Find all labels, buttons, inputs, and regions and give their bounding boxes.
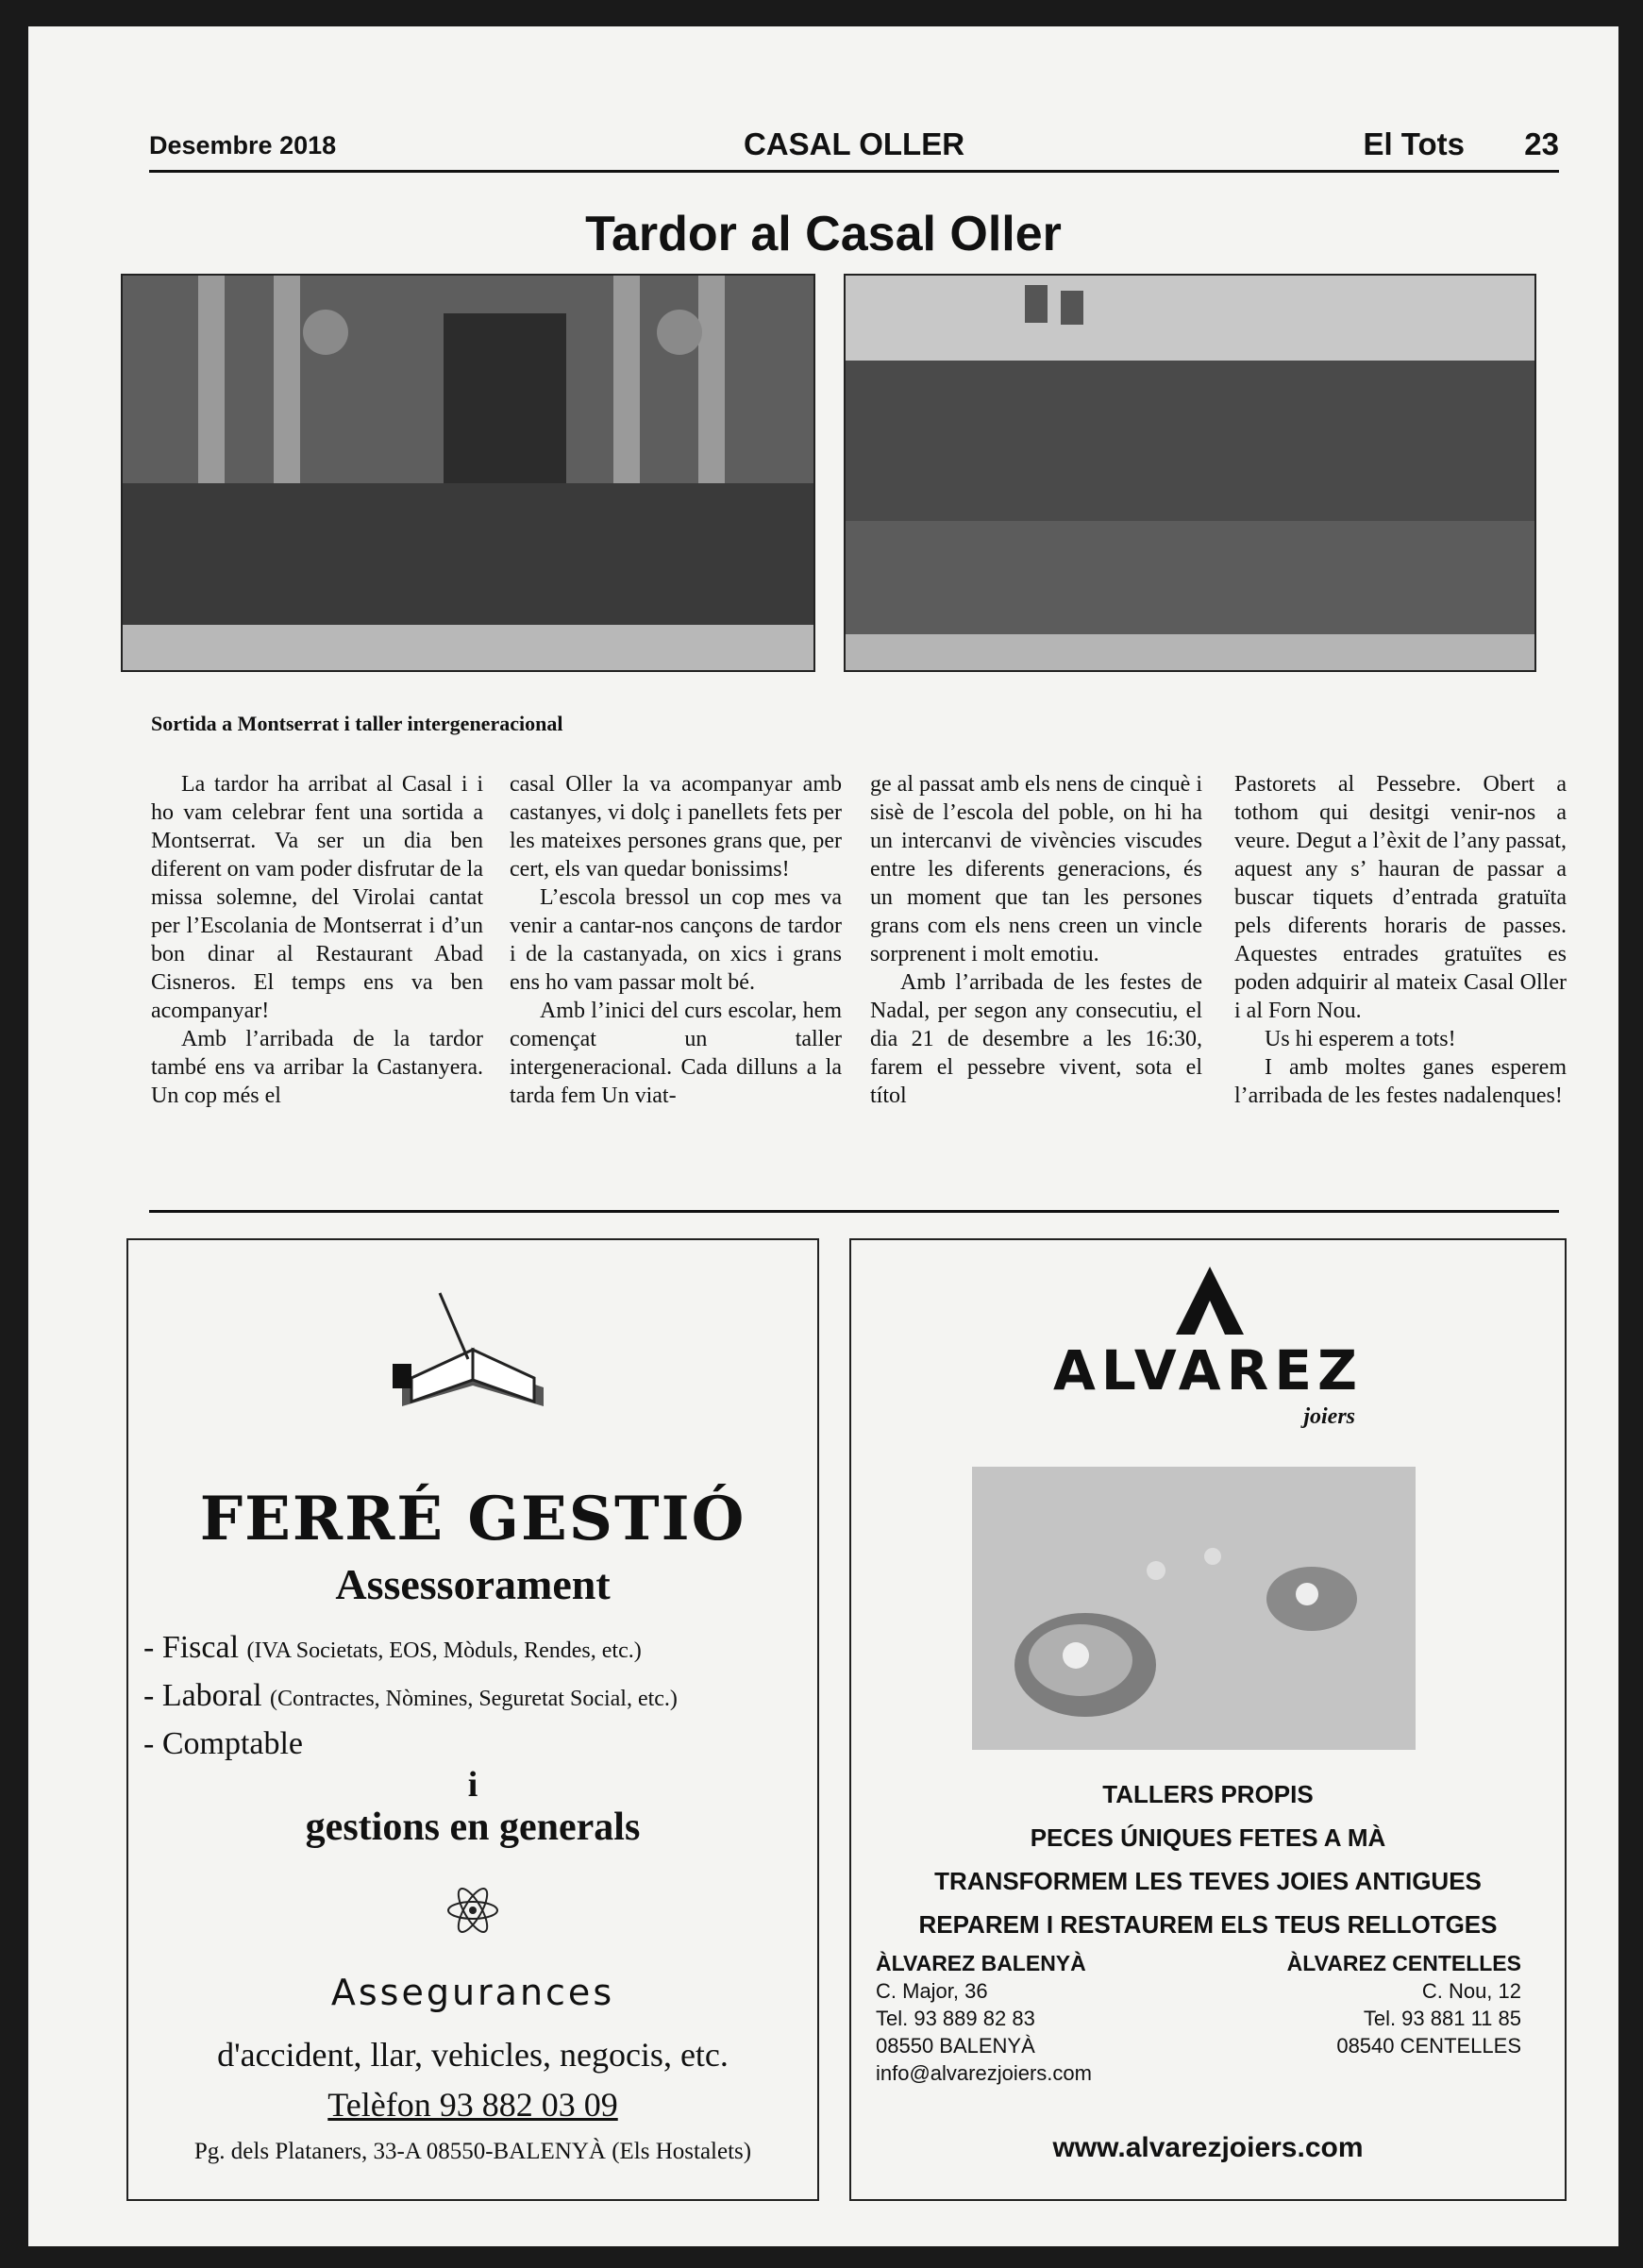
page-header <box>149 121 1559 173</box>
alvarez-brand-sub: joiers <box>1303 1404 1355 1429</box>
alvarez-shop-centelles: ÀLVAREZ CENTELLES C. Nou, 12 Tel. 93 881 11 85 08540 CENTELLES <box>1286 1951 1521 2058</box>
paragraph: Us hi esperem a tots! <box>1265 1027 1456 1051</box>
ferre-conjunction: i <box>467 1765 478 1805</box>
article-column-3 <box>870 770 1202 1110</box>
service-item: - Laboral (Contractes, Nòmines, Seguretat Social, etc.) <box>143 1678 678 1713</box>
section-name: CASAL OLLER <box>743 126 965 161</box>
ad-ferre-gestio <box>126 1238 819 2201</box>
paragraph: I amb moltes ganes esperem l’arribada de les festes nadalenques! <box>1234 1055 1567 1108</box>
article-column-4 <box>1234 770 1567 1110</box>
alvarez-tagline: REPAREM I RESTAUREM ELS TEUS RELLOTGES <box>918 1910 1498 1939</box>
article-column-1 <box>151 770 483 1110</box>
jewelry-photo <box>972 1467 1416 1750</box>
paragraph: Pastorets al Pessebre. Obert a tothom qui desitgi venir-nos a veure. Degut a l’èxit de l’any passat, aquest any s’ hauran de passar a buscar tiquets d’entrada gratuïta pels diferents horaris de passes. Aquestes entrades gratuïtes es poden adquirir al mateix Casal Oller i al Forn Nou. <box>1234 772 1567 1023</box>
alvarez-website: www.alvarezjoiers.com <box>1052 2132 1364 2163</box>
page-number: 23 <box>1524 126 1559 161</box>
book-quill-icon <box>383 1274 562 1425</box>
ad-alvarez-joiers <box>849 1238 1567 2201</box>
paragraph: La tardor ha arribat al Casal i i ho vam celebrar fent una sortida a Montserrat. Va ser un dia ben diferent on vam poder disfrutar de la missa solemne, del Virolai cantat per l’Escolania de Montserrat i d’un bon dinar al Restaurant Abad Cisneros. El temps ens va ben acompanyar! <box>151 772 483 1023</box>
article-column-2 <box>510 770 842 1110</box>
service-item: - Comptable <box>143 1726 304 1761</box>
atom-icon <box>444 1882 501 1939</box>
alvarez-logo-triangle-icon <box>1172 1263 1248 1338</box>
photo-intergenerational <box>844 274 1536 672</box>
magazine-page <box>28 26 1618 2246</box>
ferre-subtitle: Assessorament <box>335 1560 611 1608</box>
paragraph: Amb l’inici del curs escolar, hem començat un taller intergeneracional. Cada dilluns a la tarda fem Un viat- <box>510 999 842 1108</box>
ferre-company-name: FERRÉ GESTIÓ <box>199 1484 746 1554</box>
section-divider <box>149 1210 1559 1213</box>
alvarez-shop-balenya: ÀLVAREZ BALENYÀ C. Major, 36 Tel. 93 889 82 83 08550 BALENYÀ info@alvarezjoiers.com <box>876 1951 1092 2085</box>
issue-date: Desembre 2018 <box>149 131 337 160</box>
alvarez-tagline: TRANSFORMEM LES TEVES JOIES ANTIGUES <box>934 1867 1482 1895</box>
service-item: - Fiscal (IVA Societats, EOS, Mòduls, Rendes, etc.) <box>143 1630 642 1665</box>
ferre-address: Pg. dels Plataners, 33-A 08550-BALENYÀ (Els Hostalets) <box>193 2139 752 2164</box>
paragraph: Amb l’arribada de la tardor també ens va arribar la Castanyera. Un cop més el <box>151 1027 483 1108</box>
article-title: Tardor al Casal Oller <box>585 207 1062 261</box>
photo-caption: Sortida a Montserrat i taller intergeneracional <box>151 712 563 735</box>
ferre-general: gestions en generals <box>305 1806 641 1849</box>
ferre-insurance-types: d'accident, llar, vehicles, negocis, etc. <box>217 2036 729 2074</box>
ferre-phone: Telèfon 93 882 03 09 <box>327 2086 618 2124</box>
ferre-insurance-heading: Assegurances <box>330 1972 615 2013</box>
alvarez-tagline: PECES ÚNIQUES FETES A MÀ <box>1030 1823 1386 1852</box>
magazine-name: El Tots <box>1363 126 1465 161</box>
paragraph: L’escola bressol un cop mes va venir a cantar-nos cançons de tardor i de la castanyada, on xics i grans ens ho vam passar molt bé. <box>510 885 842 995</box>
paragraph: ge al passat amb els nens de cinquè i sisè de l’escola del poble, on hi ha un intercanvi de vivències viscudes entre les diferents generacions, és un moment que tan les persones grans com els nens creen un vincle sorprenent i molt emotiu. <box>870 772 1202 966</box>
alvarez-brand: ALVAREZ <box>1052 1338 1364 1403</box>
paragraph: Amb l’arribada de les festes de Nadal, per segon any consecutiu, el dia 21 de desembre a les 16:30, farem el pessebre vivent, sota el títol <box>870 970 1202 1108</box>
paragraph: casal Oller la va acompanyar amb castanyes, vi dolç i panellets fets per les mateixes persones grans que, per cert, els van quedar bonissims! <box>510 772 842 882</box>
ferre-services-list <box>143 1625 678 1767</box>
alvarez-tagline: TALLERS PROPIS <box>1102 1780 1314 1808</box>
photo-montserrat <box>121 274 815 672</box>
